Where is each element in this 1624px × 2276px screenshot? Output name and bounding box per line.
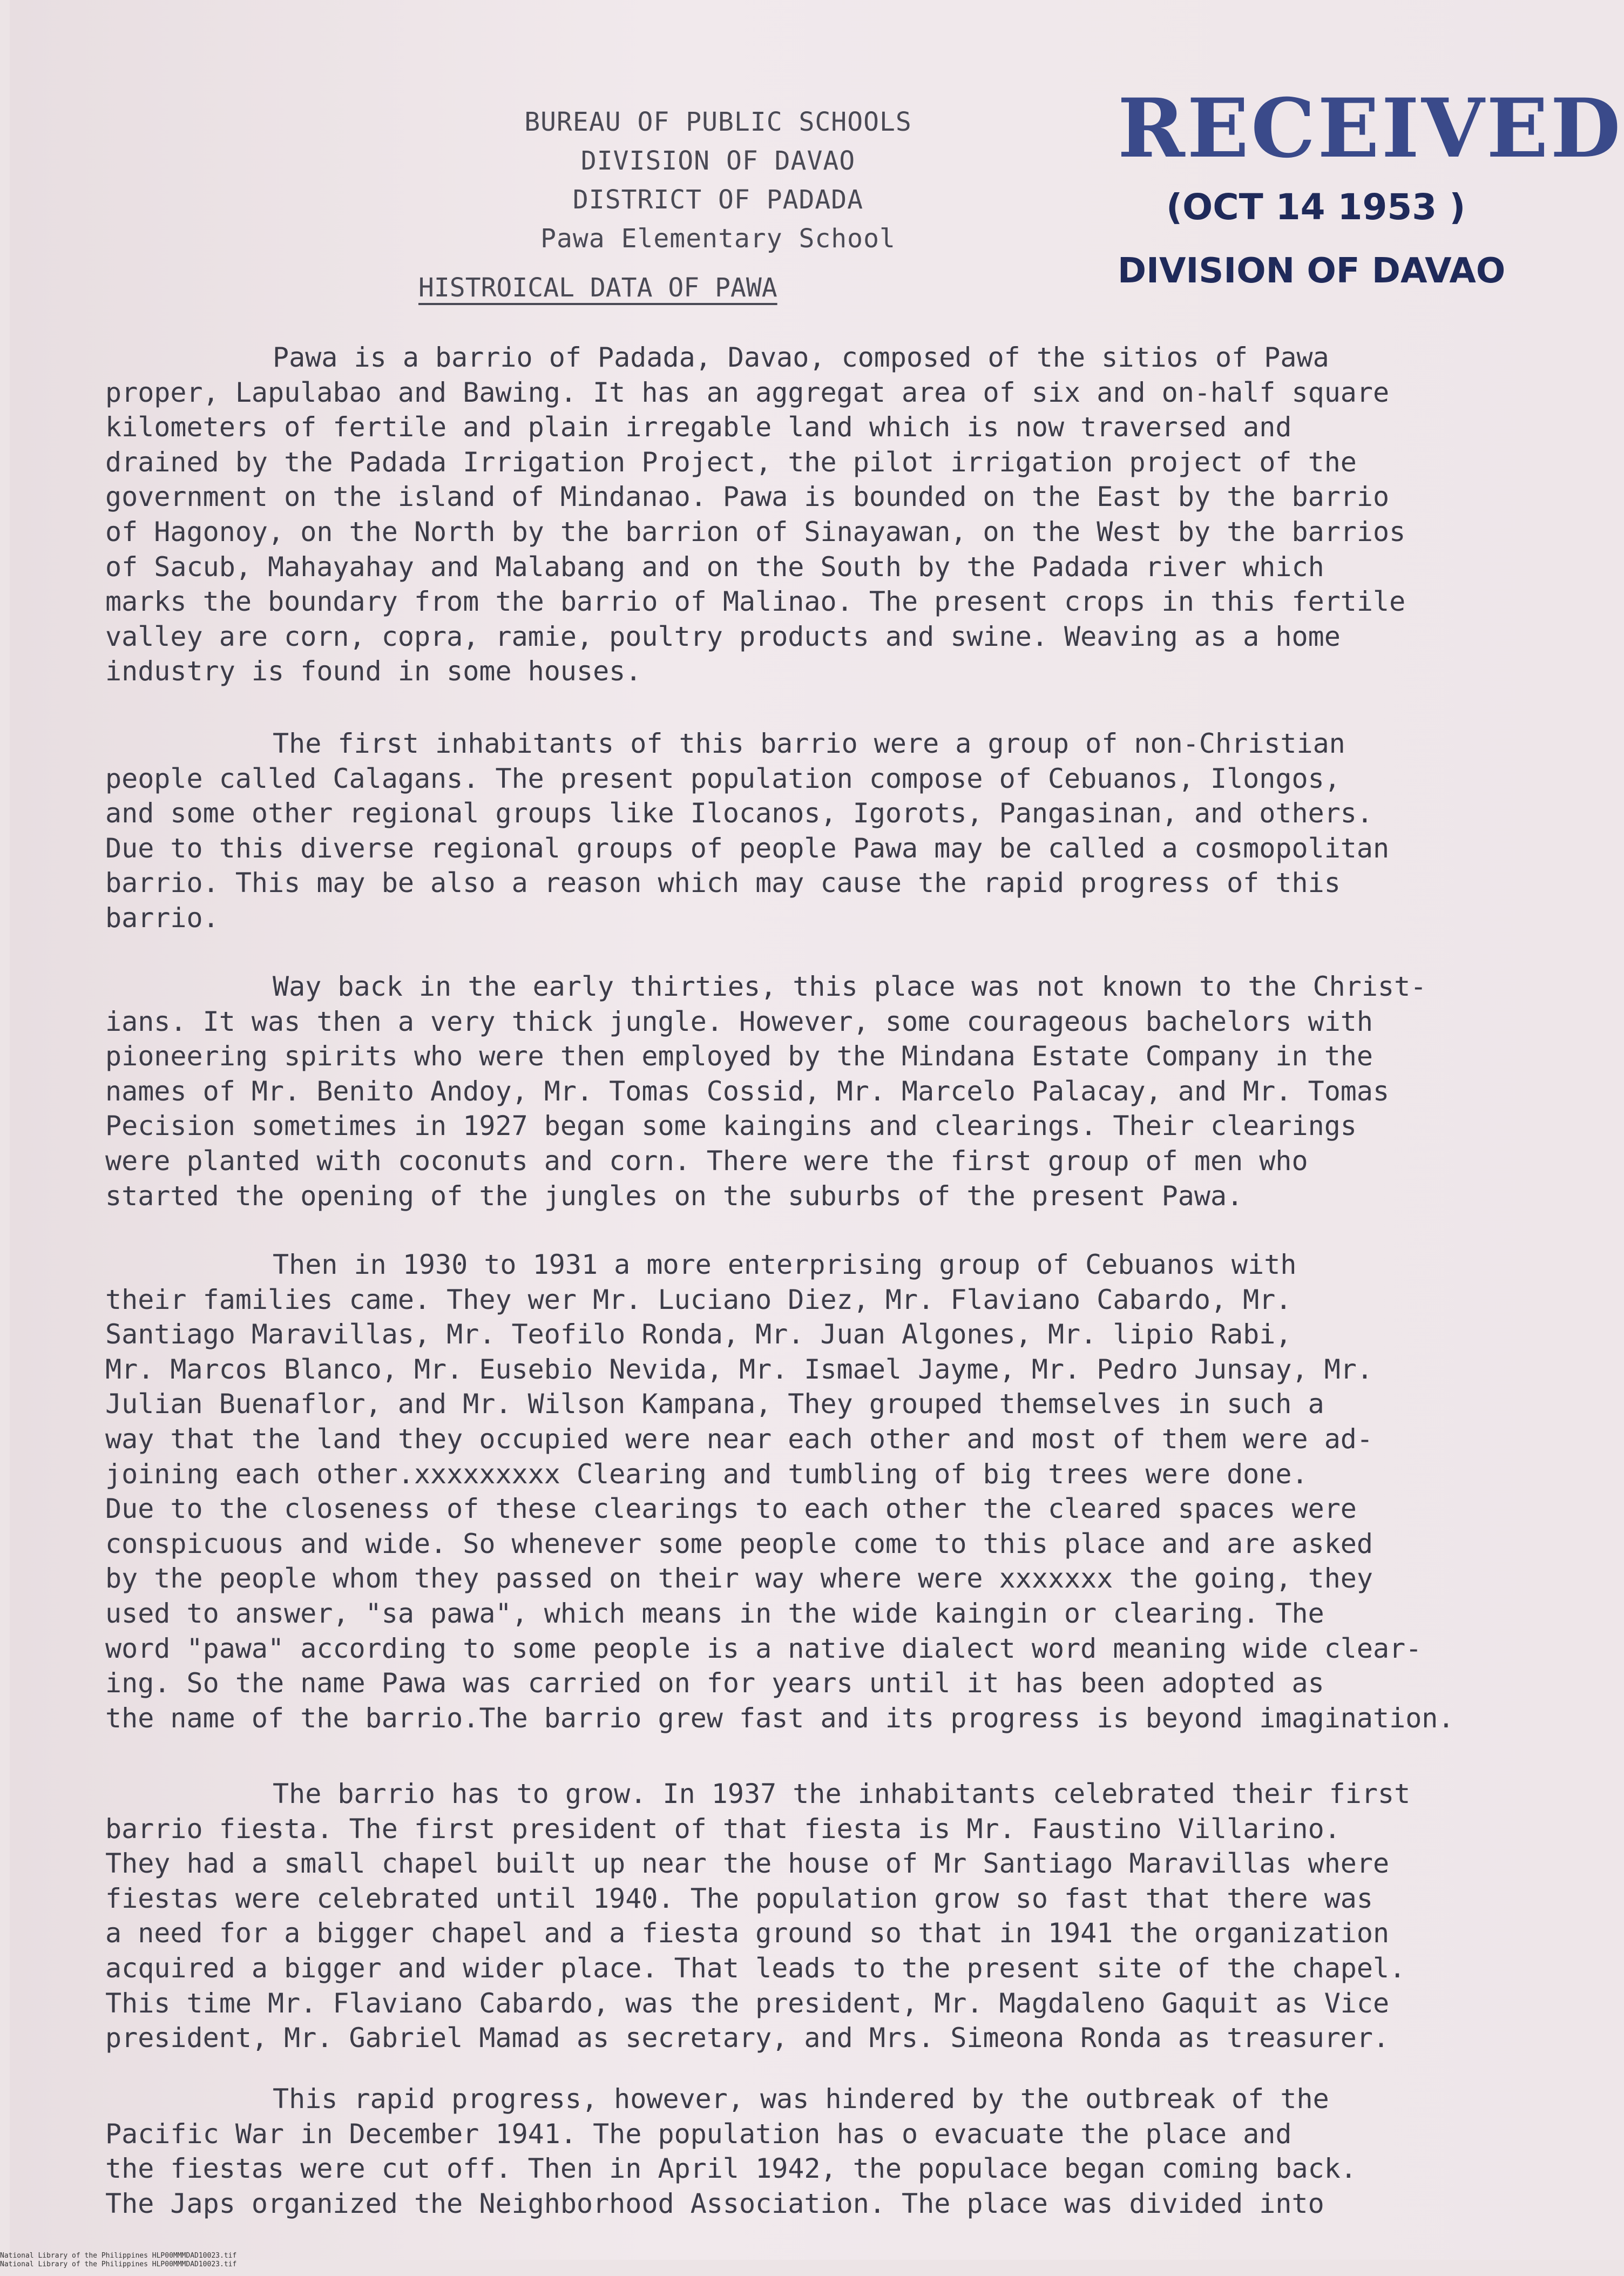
text-line: the name of the barrio.The barrio grew fast and its progress is beyond imagination. xyxy=(105,1702,1454,1734)
paragraph xyxy=(105,726,1514,936)
text-line: drained by the Padada Irrigation Project, the pilot irrigation project of the xyxy=(105,446,1357,478)
text-line: government on the island of Mindanao. Pawa is bounded on the East by the barrio xyxy=(105,481,1390,513)
text-line: people called Calagans. The present population compose of Cebuanos, Ilongos, xyxy=(105,762,1341,794)
text-line: ians. It was then a very thick jungle. However, some courageous bachelors with xyxy=(105,1005,1373,1037)
paragraph xyxy=(105,2082,1514,2221)
letterhead-line: DIVISION OF DAVAO xyxy=(580,146,856,176)
received-stamp-text: RECEIVED xyxy=(1118,81,1623,176)
text-line: Santiago Maravillas, Mr. Teofilo Ronda, Mr. Juan Algones, Mr. lipio Rabi, xyxy=(105,1319,1292,1350)
letterhead-line: Pawa Elementary School xyxy=(540,224,896,254)
text-line: fiestas were celebrated until 1940. The population grow so fast that there was xyxy=(105,1882,1373,1914)
text-line: and some other regional groups like Ilocanos, Igorots, Pangasinan, and others. xyxy=(105,798,1373,829)
text-line: a need for a bigger chapel and a fiesta ground so that in 1941 the organization xyxy=(105,1917,1390,1949)
paragraph xyxy=(105,1777,1514,2056)
text-line: by the people whom they passed on their way where were xxxxxxx the going, they xyxy=(105,1563,1373,1595)
text-line: Mr. Marcos Blanco, Mr. Eusebio Nevida, Mr. Ismael Jayme, Mr. Pedro Junsay, Mr. xyxy=(105,1353,1373,1385)
text-line: barrio fiesta. The first president of that fiesta is Mr. Faustino Villarino. xyxy=(105,1813,1341,1845)
text-line: Then in 1930 to 1931 a more enterprising group of Cebuanos with xyxy=(273,1249,1297,1280)
paragraph xyxy=(105,969,1514,1213)
text-line: used to answer, "sa pawa", which means in the wide kaingin or clearing. The xyxy=(105,1597,1324,1629)
text-line: word "pawa" according to some people is a native dialect word meaning wide clear- xyxy=(105,1632,1422,1664)
text-line: This time Mr. Flaviano Cabardo, was the president, Mr. Magdaleno Gaquit as Vice xyxy=(105,1987,1390,2019)
text-line: acquired a bigger and wider place. That leads to the present site of the chapel. xyxy=(105,1952,1406,1984)
received-stamp xyxy=(1107,81,1623,308)
text-line: ing. So the name Pawa was carried on for years until it has been adopted as xyxy=(105,1667,1324,1699)
text-line: The barrio has to grow. In 1937 the inhabitants celebrated their first xyxy=(273,1778,1411,1809)
text-line: The Japs organized the Neighborhood Association. The place was divided into xyxy=(105,2187,1324,2219)
text-line: way that the land they occupied were near each other and most of them were ad- xyxy=(105,1423,1373,1455)
text-line: They had a small chapel built up near the house of Mr Santiago Maravillas where xyxy=(105,1848,1390,1880)
text-line: of Sacub, Mahayahay and Malabang and on the South by the Padada river which xyxy=(105,551,1324,583)
text-line: This rapid progress, however, was hindered by the outbreak of the xyxy=(273,2083,1329,2115)
text-line: names of Mr. Benito Andoy, Mr. Tomas Cossid, Mr. Marcelo Palacay, and Mr. Tomas xyxy=(105,1075,1390,1107)
text-line: proper, Lapulabao and Bawing. It has an aggregat area of six and on-half square xyxy=(105,376,1390,408)
text-line: conspicuous and wide. So whenever some people come to this place and are asked xyxy=(105,1528,1373,1559)
footer-line: National Library of the Philippines HLP00MMMDAD10023.tif xyxy=(0,2252,237,2260)
text-line: The first inhabitants of this barrio were a group of non-Christian xyxy=(273,728,1345,759)
text-line: Way back in the early thirties, this place was not known to the Christ- xyxy=(273,971,1427,1002)
text-line: valley are corn, copra, ramie, poultry products and swine. Weaving as a home xyxy=(105,620,1341,652)
text-line: Julian Buenaflor, and Mr. Wilson Kampana, They grouped themselves in such a xyxy=(105,1388,1324,1420)
text-line: the fiestas were cut off. Then in April 1942, the populace began coming back. xyxy=(105,2153,1357,2185)
text-line: Due to this diverse regional groups of people Pawa may be called a cosmopolitan xyxy=(105,832,1390,864)
text-line: joining each other.xxxxxxxxx Clearing and tumbling of big trees were done. xyxy=(105,1458,1308,1490)
document-title: HISTROICAL DATA OF PAWA xyxy=(418,273,777,303)
paragraph xyxy=(105,1247,1514,1735)
text-line: industry is found in some houses. xyxy=(105,656,642,687)
letterhead-line: BUREAU OF PUBLIC SCHOOLS xyxy=(524,107,912,137)
text-line: president, Mr. Gabriel Mamad as secretary, and Mrs. Simeona Ronda as treasurer. xyxy=(105,2022,1390,2054)
footer xyxy=(0,2252,236,2269)
text-line: Pawa is a barrio of Padada, Davao, composed of the sitios of Pawa xyxy=(273,342,1329,373)
text-line: their families came. They wer Mr. Luciano Diez, Mr. Flaviano Cabardo, Mr. xyxy=(105,1284,1292,1315)
text-line: barrio. This may be also a reason which may cause the rapid progress of this xyxy=(105,867,1341,899)
text-line: pioneering spirits who were then employed by the Mindana Estate Company in the xyxy=(105,1041,1373,1072)
received-stamp-date: (OCT 14 1953 ) xyxy=(1166,186,1466,228)
letterhead xyxy=(443,103,993,258)
text-line: barrio. xyxy=(105,902,219,934)
text-line: were planted with coconuts and corn. There were the first group of men who xyxy=(105,1145,1308,1177)
letterhead-line: DISTRICT OF PADADA xyxy=(572,185,864,215)
text-line: Due to the closeness of these clearings to each other the cleared spaces were xyxy=(105,1493,1357,1525)
received-stamp-division: DIVISION OF DAVAO xyxy=(1118,251,1506,291)
paragraph xyxy=(105,340,1514,689)
text-line: marks the boundary from the barrio of Malinao. The present crops in this fertile xyxy=(105,586,1406,618)
text-line: of Hagonoy, on the North by the barrion of Sinayawan, on the West by the barrios xyxy=(105,516,1406,548)
text-line: Pecision sometimes in 1927 began some kaingins and clearings. Their clearings xyxy=(105,1110,1357,1142)
text-line: kilometers of fertile and plain irregable land which is now traversed and xyxy=(105,411,1292,443)
text-line: started the opening of the jungles on the suburbs of the present Pawa. xyxy=(105,1180,1243,1212)
text-line: Pacific War in December 1941. The population has o evacuate the place and xyxy=(105,2118,1292,2150)
footer-line: National Library of the Philippines HLP00MMMDAD10023.tif xyxy=(0,2260,237,2268)
